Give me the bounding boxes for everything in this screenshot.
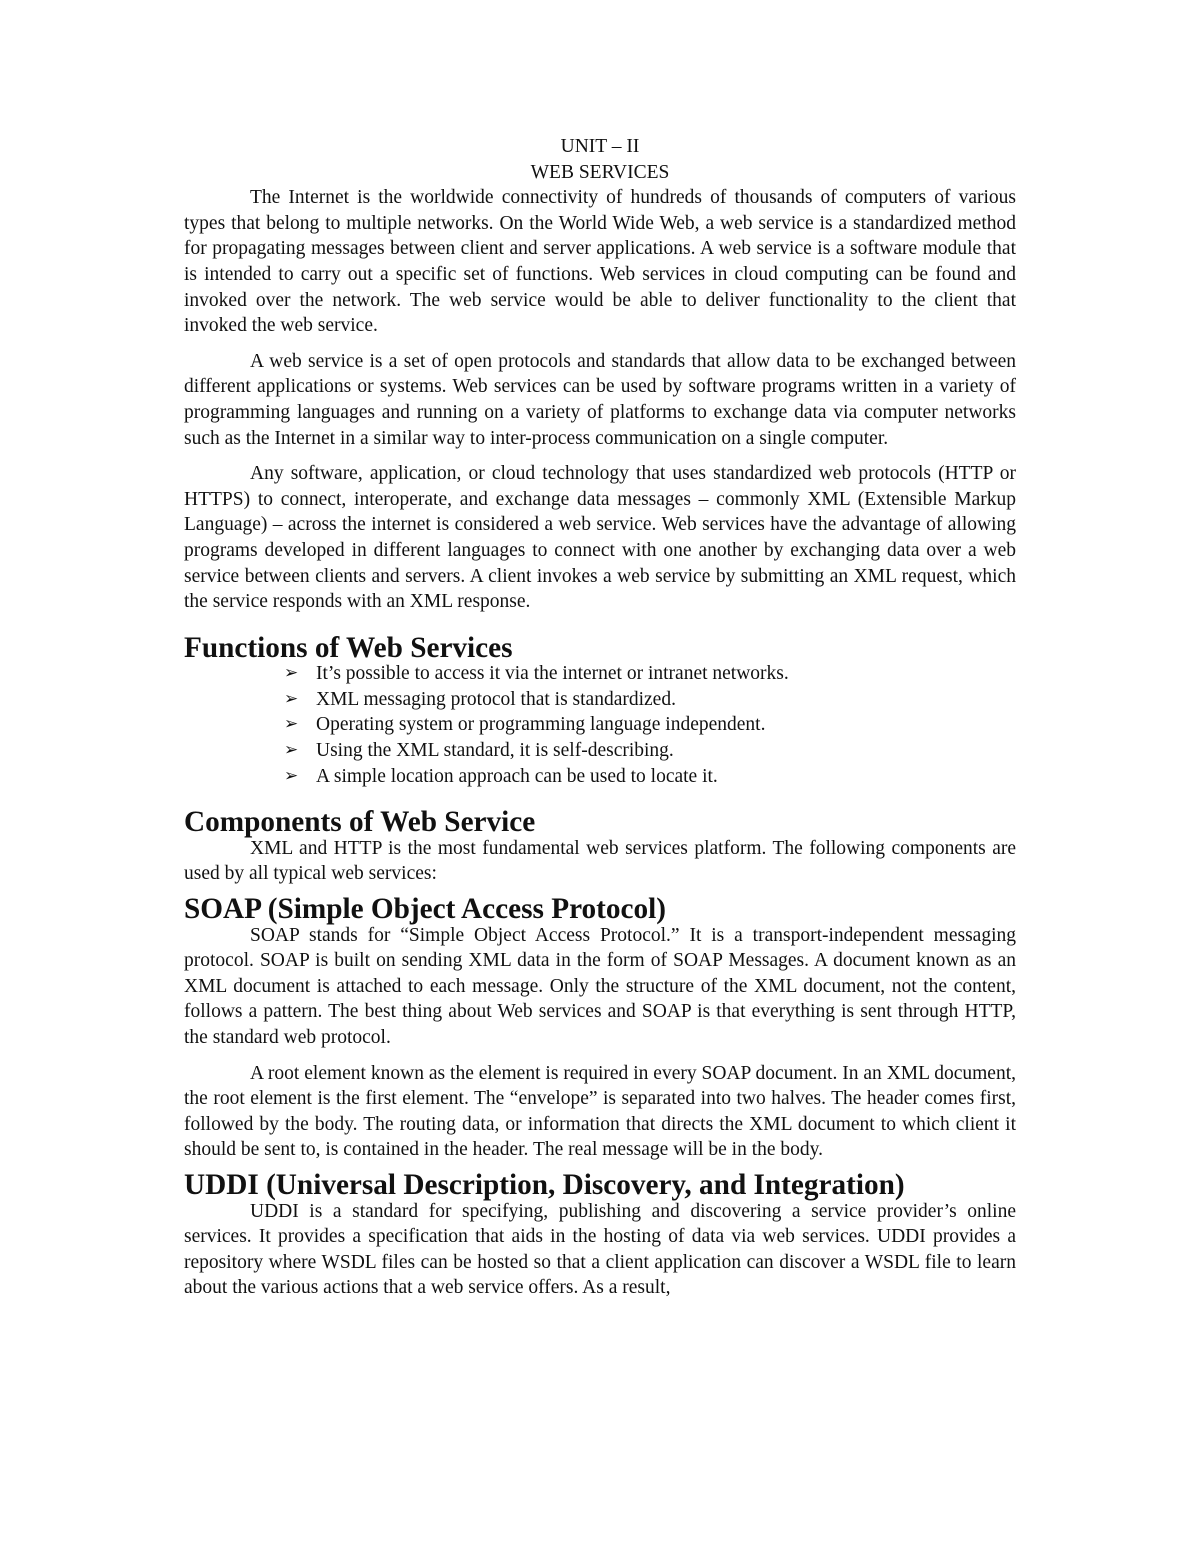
list-item-text: Operating system or programming language independent. — [316, 714, 766, 736]
list-item-text: A simple location approach can be used to locate it. — [316, 765, 718, 787]
arrowhead-bullet-icon: ➢ — [284, 688, 299, 709]
arrowhead-bullet-icon: ➢ — [284, 714, 299, 735]
functions-list — [184, 661, 1016, 789]
list-item — [284, 738, 1016, 764]
page-title: WEB SERVICES — [530, 161, 670, 183]
soap-paragraph-1: SOAP stands for “Simple Object Access Protocol.” It is a transport-independent messaging protocol. SOAP is built on sending XML data in the form of SOAP Messages. A document known as an XML document is attached to each message. Only the structure of the XML document, not the content, follows a pattern. The best thing about Web services and SOAP is that everything is sent through HTTP, the standard web protocol. — [184, 924, 1016, 1048]
uddi-heading: UDDI (Universal Description, Discovery, and Integration) — [184, 1168, 905, 1201]
uddi-paragraph: UDDI is a standard for specifying, publishing and discovering a service provider’s online services. It provides a specification that aids in the hosting of data via web services. UDDI provides a repository where WSDL files can be hosted so that a client application can discover a WSDL file to learn about the various actions that a web service offers. As a result, — [184, 1200, 1016, 1299]
intro-paragraph-3: Any software, application, or cloud technology that uses standardized web protocols (HTTP or HTTPS) to connect, interoperate, and exchange data messages – commonly XML (Extensible Markup Language) – across the internet is considered a web service. Web services have the advantage of allowing programs developed in different languages to connect with one another by exchanging data over a web service between clients and servers. A client invokes a web service by submitting an XML request, which the service responds with an XML response. — [184, 463, 1016, 613]
components-paragraph: XML and HTTP is the most fundamental web services platform. The following components are used by all typical web services: — [184, 837, 1016, 885]
functions-heading: Functions of Web Services — [184, 631, 513, 664]
list-item — [284, 687, 1016, 713]
list-item-text: It’s possible to access it via the internet or intranet networks. — [316, 663, 789, 685]
soap-heading: SOAP (Simple Object Access Protocol) — [184, 893, 666, 926]
intro-paragraph-2: A web service is a set of open protocols and standards that allow data to be exchanged between different applications or systems. Web services can be used by software programs written in a variety of programming languages and running on a variety of platforms to exchange data via computer networks such as the Internet in a similar way to inter-process communication on a single computer. — [184, 350, 1016, 449]
intro-paragraph-1: The Internet is the worldwide connectivity of hundreds of thousands of computers of various types that belong to multiple networks. On the World Wide Web, a web service is a standardized method for propagating messages between client and server applications. A web service is a software module that is intended to carry out a specific set of functions. Web services in cloud computing can be found and invoked over the network. The web service would be able to deliver functionality to the client that invoked the web service. — [184, 187, 1016, 337]
list-item — [284, 764, 1016, 790]
unit-title: UNIT – II — [560, 136, 640, 157]
soap-paragraph-2: A root element known as the element is required in every SOAP document. In an XML document, the root element is the first element. The “envelope” is separated into two halves. The header comes first, followed by the body. The routing data, or information that directs the XML document to which client it should be sent to, is contained in the header. The real message will be in the body. — [184, 1062, 1016, 1161]
arrowhead-bullet-icon: ➢ — [284, 663, 299, 684]
components-heading: Components of Web Service — [184, 806, 536, 839]
list-item-text: XML messaging protocol that is standardized. — [316, 688, 676, 710]
list-item — [284, 712, 1016, 738]
arrowhead-bullet-icon: ➢ — [284, 765, 299, 786]
list-item-text: Using the XML standard, it is self-describing. — [316, 740, 674, 762]
list-item — [284, 661, 1016, 687]
document-page — [184, 134, 1016, 1301]
arrowhead-bullet-icon: ➢ — [284, 740, 299, 761]
